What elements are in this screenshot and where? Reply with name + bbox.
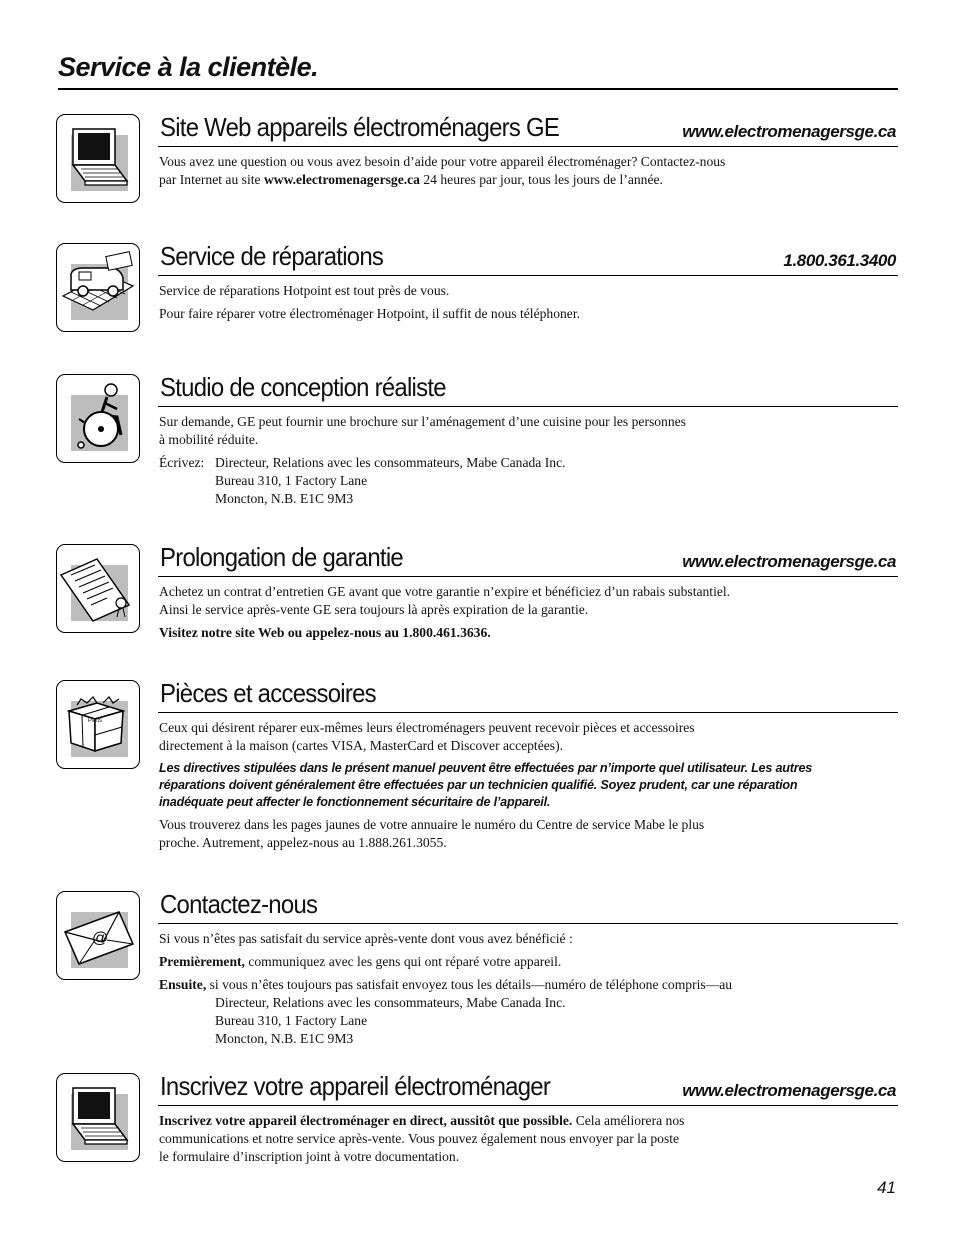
body-text: Ainsi le service après-vente GE sera toujours là après expiration de la garantie.	[159, 602, 589, 617]
mailing-address: Bureau 310, 1 Factory Lane	[215, 1013, 368, 1028]
laptop-icon	[56, 114, 140, 203]
svg-text:@: @	[92, 930, 109, 947]
body-text: le formulaire d’inscription joint à votre documentation.	[159, 1149, 460, 1164]
section-header	[158, 114, 898, 147]
body-text: à mobilité réduite.	[159, 432, 259, 447]
service-van-icon	[56, 243, 140, 332]
body-text: directement à la maison (cartes VISA, MasterCard et Discover acceptées).	[159, 738, 563, 753]
page-title: Service à la clientèle.	[58, 52, 319, 82]
email-envelope-icon	[56, 891, 140, 980]
section-body	[159, 153, 889, 189]
website-link[interactable]: www.electromenagersge.ca	[263, 172, 420, 187]
website-link[interactable]: www.electromenagersge.ca	[682, 552, 896, 571]
safety-note: inadéquate peut affecter le fonctionnement sécuritaire de l’appareil.	[159, 795, 551, 809]
section-body	[159, 282, 889, 323]
website-link[interactable]: www.electromenagersge.ca	[682, 1081, 896, 1100]
section-header	[158, 1073, 898, 1106]
mailing-address: Moncton, N.B. E1C 9M3	[215, 491, 354, 506]
wheelchair-icon	[56, 374, 140, 463]
section-title: Service de réparations	[160, 241, 384, 271]
section-body	[159, 1112, 889, 1166]
section-body	[159, 583, 889, 642]
certificate-icon	[56, 544, 140, 633]
laptop-icon	[56, 1073, 140, 1162]
mailing-address: Moncton, N.B. E1C 9M3	[215, 1031, 354, 1046]
section-body	[159, 413, 889, 508]
section-body	[159, 719, 889, 852]
mailing-address: Bureau 310, 1 Factory Lane	[215, 473, 368, 488]
body-text: Service de réparations Hotpoint est tout près de vous.	[159, 283, 450, 298]
body-text: Vous avez une question ou vous avez besoin d’aide pour votre appareil électroménager? Contactez-nous	[159, 154, 726, 169]
body-text: par Internet au site www.electromenagersge.ca 24 heures par jour, tous les jours de l’année.	[159, 172, 663, 187]
section-header	[158, 544, 898, 577]
body-text: Ceux qui désirent réparer eux-mêmes leurs électroménagers peuvent recevoir pièces et accessoires	[159, 720, 695, 735]
title-divider	[58, 88, 898, 90]
body-text: Ensuite, si vous n’êtes toujours pas satisfait envoyez tous les détails—numéro de téléphone compris—au	[159, 977, 733, 992]
body-text: Si vous n’êtes pas satisfait du service après-vente dont vous avez bénéficié :	[159, 931, 573, 946]
body-text: Inscrivez votre appareil électroménager en direct, aussitôt que possible. Cela améliorera nos	[159, 1113, 685, 1128]
body-text: Vous trouverez dans les pages jaunes de votre annuaire le numéro du Centre de service Mabe le plus	[159, 817, 705, 832]
mailing-address: Écrivez: Directeur, Relations avec les consommateurs, Mabe Canada Inc.	[159, 455, 566, 470]
safety-note: réparations doivent généralement être effectuées par un technicien qualifié. Soyez prudent, car une réparation	[159, 778, 798, 792]
mailing-address: Directeur, Relations avec les consommateurs, Mabe Canada Inc.	[215, 995, 566, 1010]
section-title: Site Web appareils électroménagers GE	[160, 112, 560, 142]
section-title: Studio de conception réaliste	[160, 372, 446, 402]
website-link[interactable]: www.electromenagersge.ca	[682, 122, 896, 141]
section-header	[158, 243, 898, 276]
body-text: communications et notre service après-vente. Vous pouvez également nous envoyer par la poste	[159, 1131, 680, 1146]
page-number: 41	[877, 1178, 896, 1197]
parts-box-icon	[56, 680, 140, 769]
body-text-bold: Visitez notre site Web ou appelez-nous au 1.800.461.3636.	[159, 625, 491, 640]
body-text: Pour faire réparer votre électroménager Hotpoint, il suffit de nous téléphoner.	[159, 306, 581, 321]
section-title: Prolongation de garantie	[160, 542, 403, 572]
section-body	[159, 930, 889, 1048]
safety-note: Les directives stipulées dans le présent manuel peuvent être effectuées par n’importe quel utilisateur. Les autres	[159, 761, 813, 775]
phone-number[interactable]: 1.800.361.3400	[783, 251, 896, 270]
section-header	[158, 891, 898, 924]
body-text: proche. Autrement, appelez-nous au 1.888.261.3055.	[159, 835, 447, 850]
section-title: Inscrivez votre appareil électroménager	[160, 1071, 551, 1101]
body-text: Premièrement, communiquez avec les gens qui ont réparé votre appareil.	[159, 954, 562, 969]
section-title: Pièces et accessoires	[160, 678, 376, 708]
section-header	[158, 374, 898, 407]
section-header	[158, 680, 898, 713]
parts-label: Parts	[88, 718, 103, 724]
section-title: Contactez-nous	[160, 889, 318, 919]
body-text: Achetez un contrat d’entretien GE avant que votre garantie n’expire et bénéficiez d’un rabais substantiel.	[159, 584, 731, 599]
body-text: Sur demande, GE peut fournir une brochure sur l’aménagement d’une cuisine pour les personnes	[159, 414, 686, 429]
